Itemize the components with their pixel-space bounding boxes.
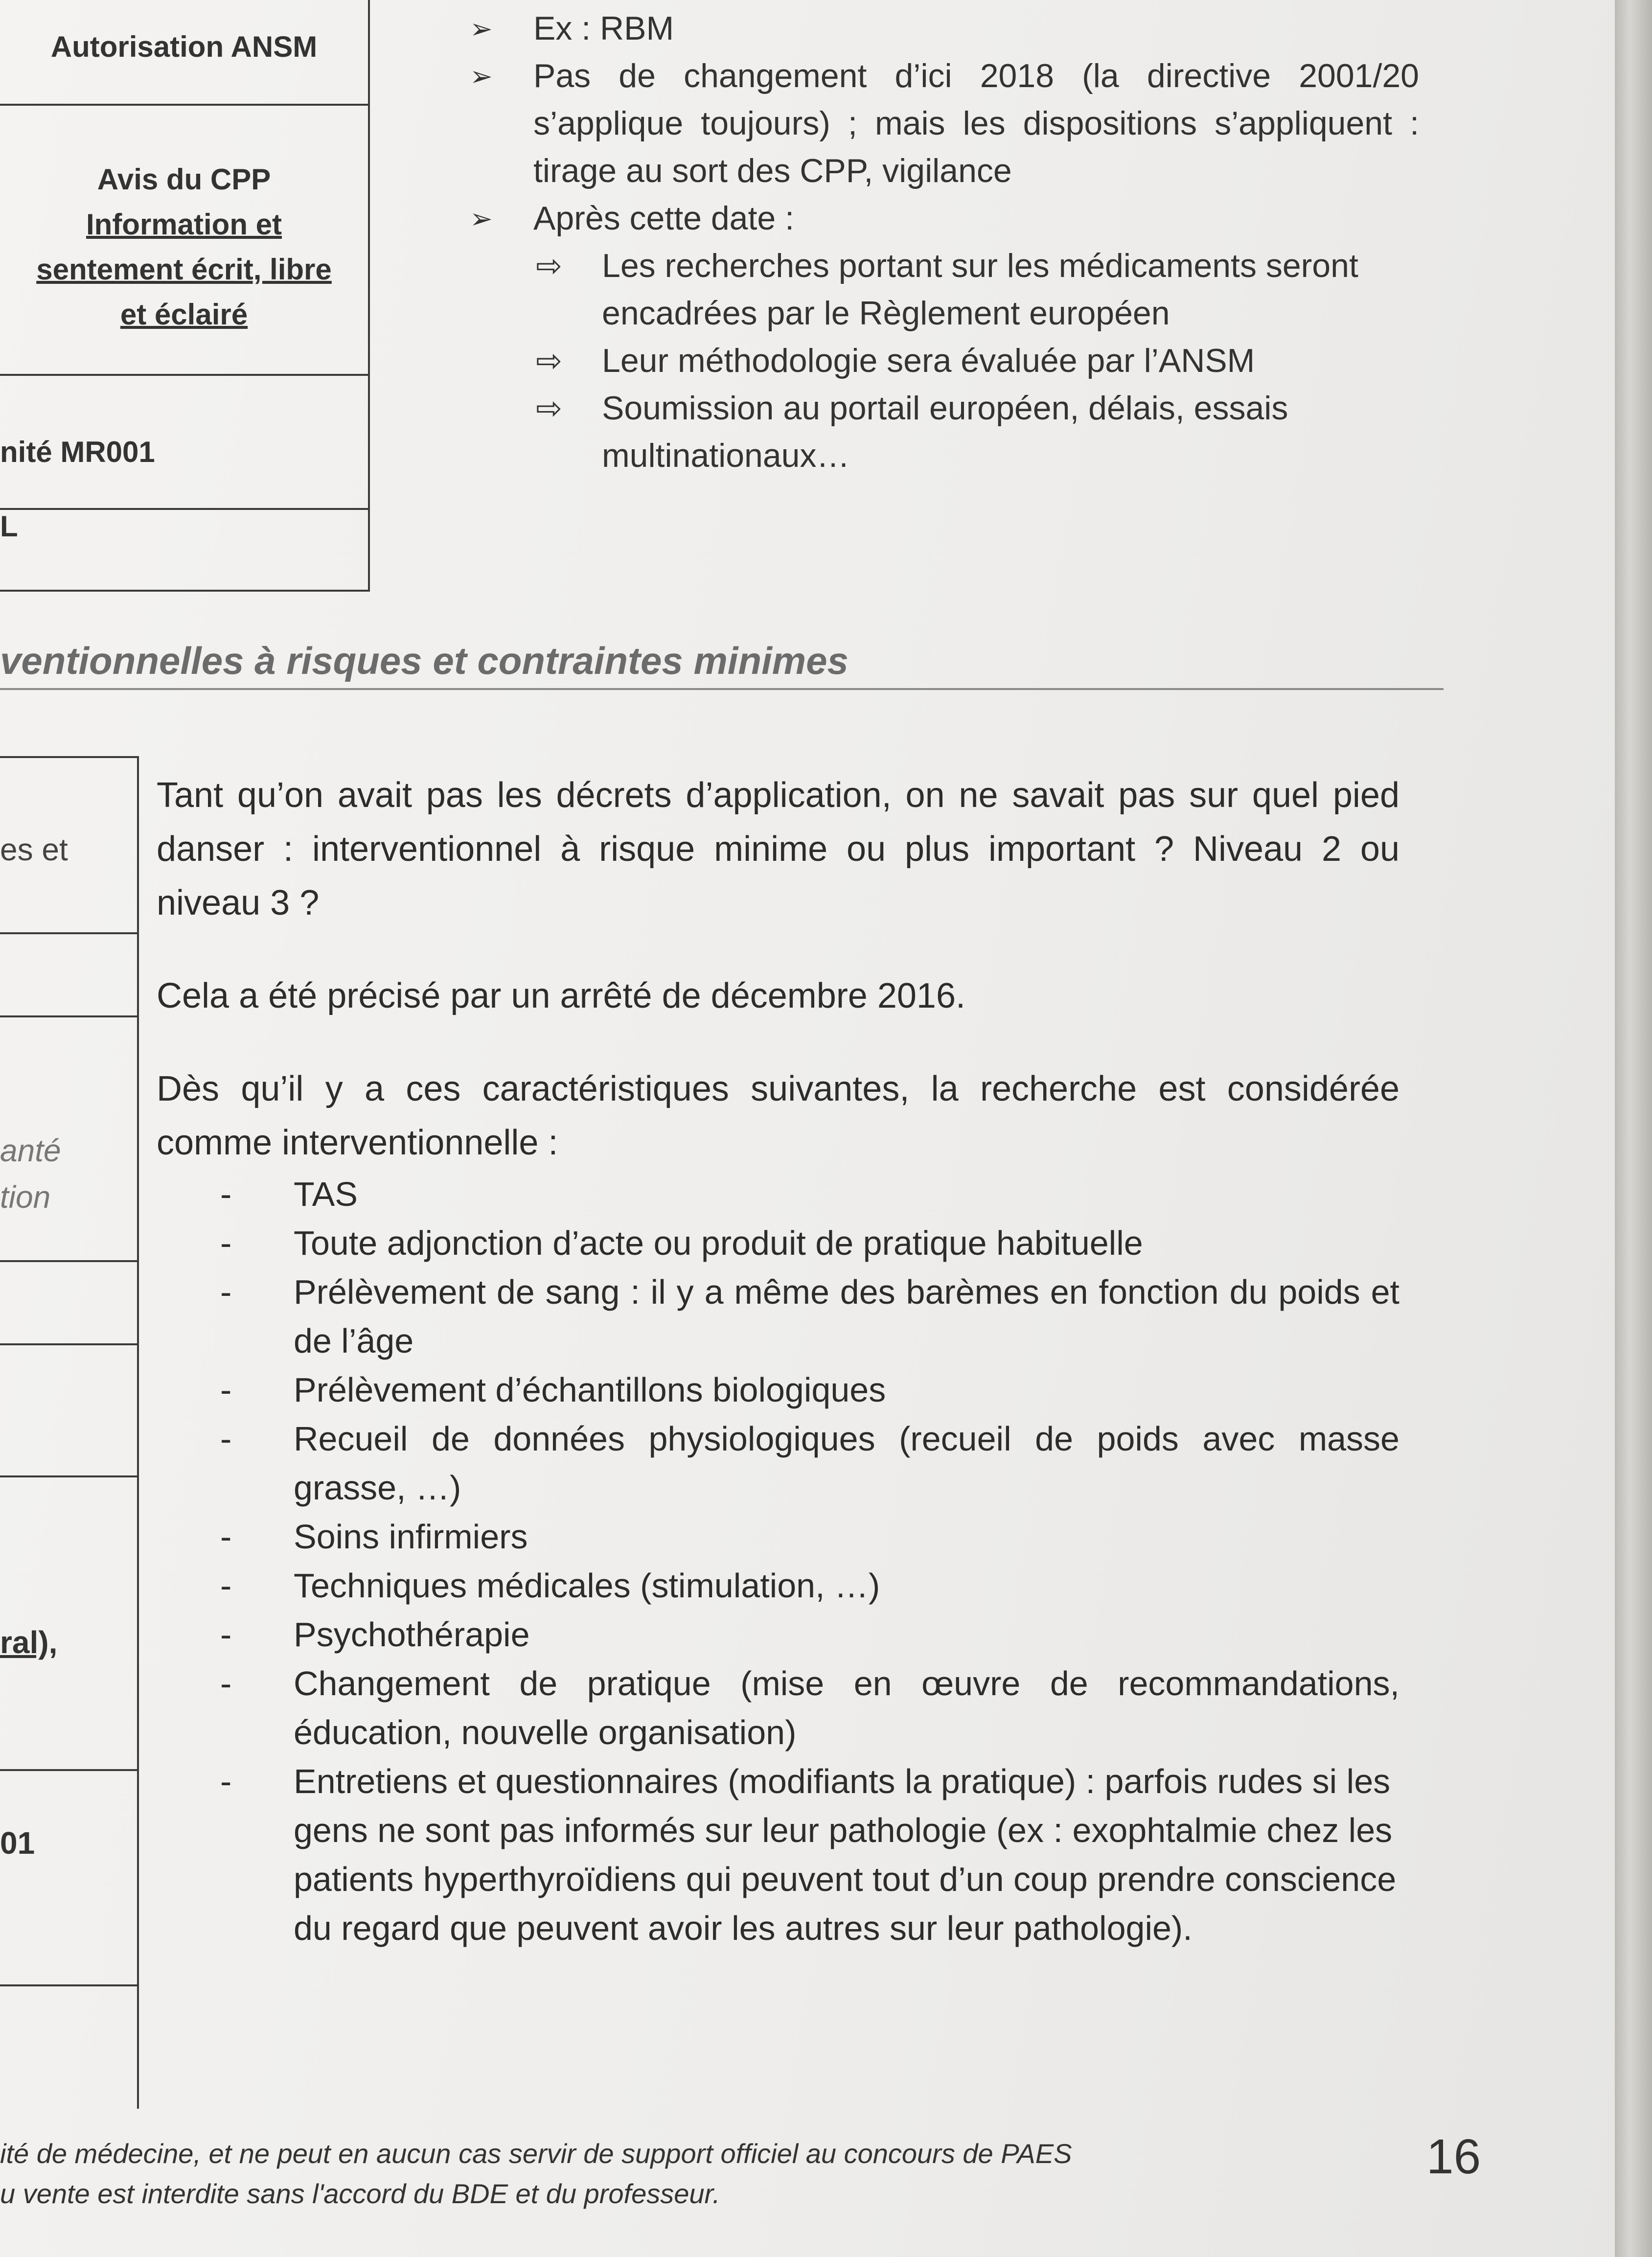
body-text (157, 768, 1400, 1953)
dash-bullet: - (220, 1762, 232, 1800)
table-cell-autorisation (0, 0, 368, 106)
list-item-text: Psychothérapie (294, 1615, 530, 1654)
table-cell-avis-cpp (0, 106, 368, 376)
paragraph-caracteristiques: Dès qu’il y a ces caractéristiques suivantes, la recherche est considérée comme interventionnelle : (157, 1069, 1400, 1162)
table-row (0, 1017, 137, 1262)
arrow-bullet-icon: ➢ (470, 13, 493, 44)
footer-disclaimer (0, 2134, 1272, 2214)
sub-bullet-text: Soumission au portail européen, délais, essais multinationaux… (602, 390, 1288, 474)
top-bullet-list (470, 5, 1419, 480)
page-number: 16 (1426, 2129, 1481, 2184)
dash-bullet: - (220, 1566, 232, 1605)
list-item (157, 1267, 1400, 1365)
table-cell-line: nité MR001 (0, 436, 155, 468)
hollow-arrow-icon: ⇨ (536, 343, 562, 378)
list-item-text: Toute adjonction d’acte ou produit de pratique habituelle (294, 1224, 1143, 1262)
table-row (0, 934, 137, 1017)
list-item (157, 1365, 1400, 1414)
dash-bullet: - (220, 1664, 232, 1703)
table-cell-line: Information et (86, 208, 282, 241)
bottom-left-table (0, 756, 139, 2109)
footer-line: ité de médecine, et ne peut en aucun cas servir de support officiel au concours de PAES (0, 2138, 1072, 2169)
arrow-bullet-icon: ➢ (470, 203, 493, 234)
criteria-list (157, 1170, 1400, 1953)
list-item (157, 1512, 1400, 1561)
table-cell-text: Autorisation ANSM (50, 30, 318, 63)
dash-bullet: - (220, 1615, 232, 1654)
dash-bullet: - (220, 1371, 232, 1409)
bullet-item (470, 52, 1419, 195)
hollow-arrow-icon: ⇨ (536, 248, 562, 283)
dash-bullet: - (220, 1273, 232, 1311)
dash-bullet: - (220, 1420, 232, 1458)
table-cell-line: sentement écrit, libre (36, 253, 332, 286)
table-cell-line: et éclairé (120, 298, 248, 331)
sub-bullet-text: Les recherches portant sur les médicaments seront encadrées par le Règlement européen (602, 247, 1358, 332)
table-row (0, 758, 137, 934)
sub-bullet-text: Leur méthodologie sera évaluée par l’ANSM (602, 342, 1255, 379)
table-cell-line: L (0, 510, 18, 543)
table-cell-empty (0, 510, 368, 588)
list-item (157, 1414, 1400, 1512)
table-cell-fragment: tion (0, 1179, 51, 1215)
bullet-text: Après cette date : (533, 200, 794, 237)
list-item (157, 1610, 1400, 1659)
bullet-text: Ex : RBM (533, 10, 674, 47)
list-item-text: Prélèvement d’échantillons biologiques (294, 1371, 886, 1409)
paragraph-arrete: Cela a été précisé par un arrêté de décembre 2016. (157, 976, 966, 1015)
table-row (0, 1771, 137, 1986)
list-item (157, 1219, 1400, 1267)
list-item-text: Soins infirmiers (294, 1518, 528, 1556)
table-cell-line: Avis du CPP (97, 163, 271, 196)
dash-bullet: - (220, 1224, 232, 1262)
bullet-text: Pas de changement d’ici 2018 (la directive 2001/20 s’applique toujours) ; mais les dispositions s’appliquent : tirage au sort des CPP, vigilance (533, 57, 1419, 189)
sub-bullet-item (470, 337, 1419, 385)
list-item-text: Entretiens et questionnaires (modifiants la pratique) : parfois rudes si les gens ne sont pas informés sur leur pathologie (ex : exophtalmie chez les patients hyperthyroïdiens qui peuvent tout d’un coup prendre conscience du regard que peuvent avoir les autres sur leur pathologie). (294, 1762, 1397, 1947)
table-cell-fragment: es et (0, 832, 68, 867)
sub-bullet-item (470, 242, 1419, 337)
arrow-bullet-icon: ➢ (470, 61, 493, 92)
dash-bullet: - (220, 1175, 232, 1213)
table-row (0, 1986, 137, 2107)
table-cell-fragment: 01 (0, 1825, 35, 1861)
table-cell-mr001 (0, 376, 368, 543)
table-row (0, 1262, 137, 1345)
footer-line: u vente est interdite sans l'accord du BDE et du professeur. (0, 2178, 720, 2209)
hollow-arrow-icon: ⇨ (536, 391, 562, 426)
top-left-table (0, 0, 370, 592)
list-item-text: Techniques médicales (stimulation, …) (294, 1566, 880, 1605)
list-item (157, 1757, 1400, 1953)
list-item-text: Changement de pratique (mise en œuvre de recommandations, éducation, nouvelle organisation) (294, 1664, 1400, 1751)
table-row (0, 1477, 137, 1771)
table-cell-fragment: ral), (0, 1625, 58, 1660)
dash-bullet: - (220, 1518, 232, 1556)
list-item (157, 1561, 1400, 1610)
list-item-text: Recueil de données physiologiques (recueil de poids avec masse grasse, …) (294, 1420, 1400, 1507)
bullet-item (470, 5, 1419, 52)
section-heading: ventionnelles à risques et contraintes minimes (0, 639, 1444, 690)
list-item (157, 1170, 1400, 1219)
paragraph-decrets: Tant qu’on avait pas les décrets d’application, on ne savait pas sur quel pied danser : interventionnel à risque minime ou plus important ? Niveau 2 ou niveau 3 ? (157, 776, 1400, 922)
list-item (157, 1659, 1400, 1757)
sub-bullet-item (470, 385, 1419, 480)
bullet-item (470, 195, 1419, 242)
list-item-text: TAS (294, 1175, 358, 1213)
list-item-text: Prélèvement de sang : il y a même des barèmes en fonction du poids et de l’âge (294, 1273, 1400, 1360)
table-cell-fragment: anté (0, 1133, 61, 1168)
page-edge-shadow (1615, 0, 1652, 2257)
table-row (0, 1345, 137, 1477)
